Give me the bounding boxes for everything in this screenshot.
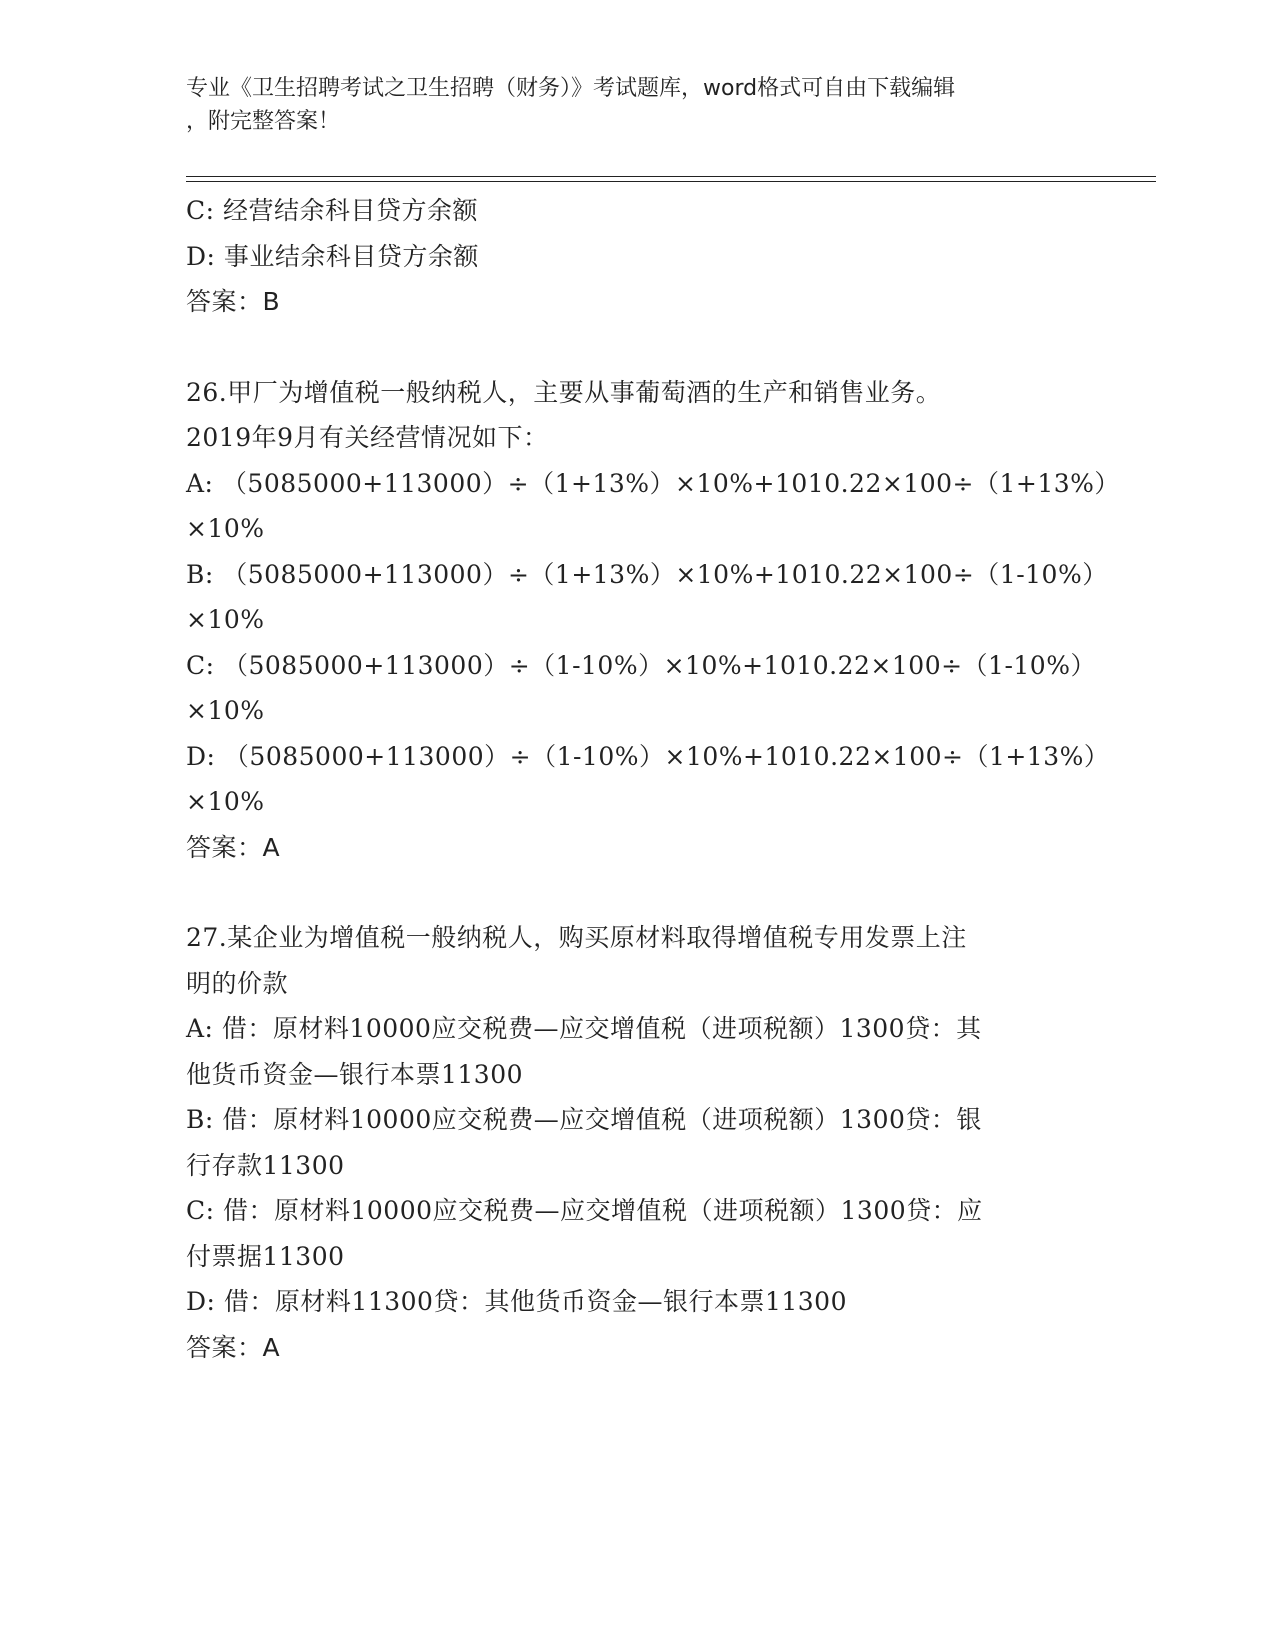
header-line-2: ，附完整答案！ [186,109,341,134]
q26-option-c-line-2: ×10% [186,696,265,725]
q27-option-b-line-1: B: 借：原材料10000应交税费—应交增值税（进项税额）1300贷：银 [186,1105,982,1134]
q27-option-a-line-2: 他货币资金—银行本票11300 [186,1059,524,1089]
q26-answer: 答案：A [186,832,281,862]
header-divider-top [186,176,1156,177]
q25-option-d: D: 事业结余科目贷方余额 [186,241,479,271]
q26-option-b-line-1: B: （5085000+113000）÷（1+13%）×10%+1010.22×100÷（1-10%） [186,559,1108,589]
q26-option-a-line-1: A: （5085000+113000）÷（1+13%）×10%+1010.22×100÷（1+13%） [186,468,1120,498]
q26-option-d-line-1: D: （5085000+113000）÷（1-10%）×10%+1010.22×100÷（1+13%） [186,741,1110,771]
q25-option-c: C: 经营结余科目贷方余额 [186,196,478,225]
q26-stem-line-2: 2019年9月有关经营情况如下： [186,423,549,452]
q26-option-b-line-2: ×10% [186,605,265,634]
document-header [186,72,1086,138]
header-divider-bottom [186,181,1156,182]
question-25 [186,188,1086,325]
q26-option-a-line-2: ×10% [186,514,265,543]
header-line-1: 专业《卫生招聘考试之卫生招聘（财务）》考试题库，word格式可自由下载编辑 [186,76,956,101]
q27-stem-line-2: 明的价款 [186,968,289,998]
q27-option-c-line-1: C: 借：原材料10000应交税费—应交增值税（进项税额）1300贷：应 [186,1196,983,1225]
q26-option-d-line-2: ×10% [186,787,265,816]
q27-option-a-line-1: A: 借：原材料10000应交税费—应交增值税（进项税额）1300贷：其 [186,1014,982,1043]
q27-option-c-line-2: 付票据11300 [186,1241,345,1271]
q27-stem-line-1: 27.某企业为增值税一般纳税人，购买原材料取得增值税专用发票上注 [186,923,967,952]
question-content [186,188,1120,1370]
q27-answer: 答案：A [186,1332,281,1362]
question-27 [186,915,1086,1370]
q27-option-d: D: 借：原材料11300贷：其他货币资金—银行本票11300 [186,1287,847,1316]
q26-option-c-line-1: C: （5085000+113000）÷（1-10%）×10%+1010.22×100÷（1-10%） [186,650,1096,680]
question-26 [186,370,1120,871]
q26-stem-line-1: 26.甲厂为增值税一般纳税人，主要从事葡萄酒的生产和销售业务。 [186,377,942,407]
q25-answer: 答案：B [186,287,281,316]
q27-option-b-line-2: 行存款11300 [186,1150,345,1180]
